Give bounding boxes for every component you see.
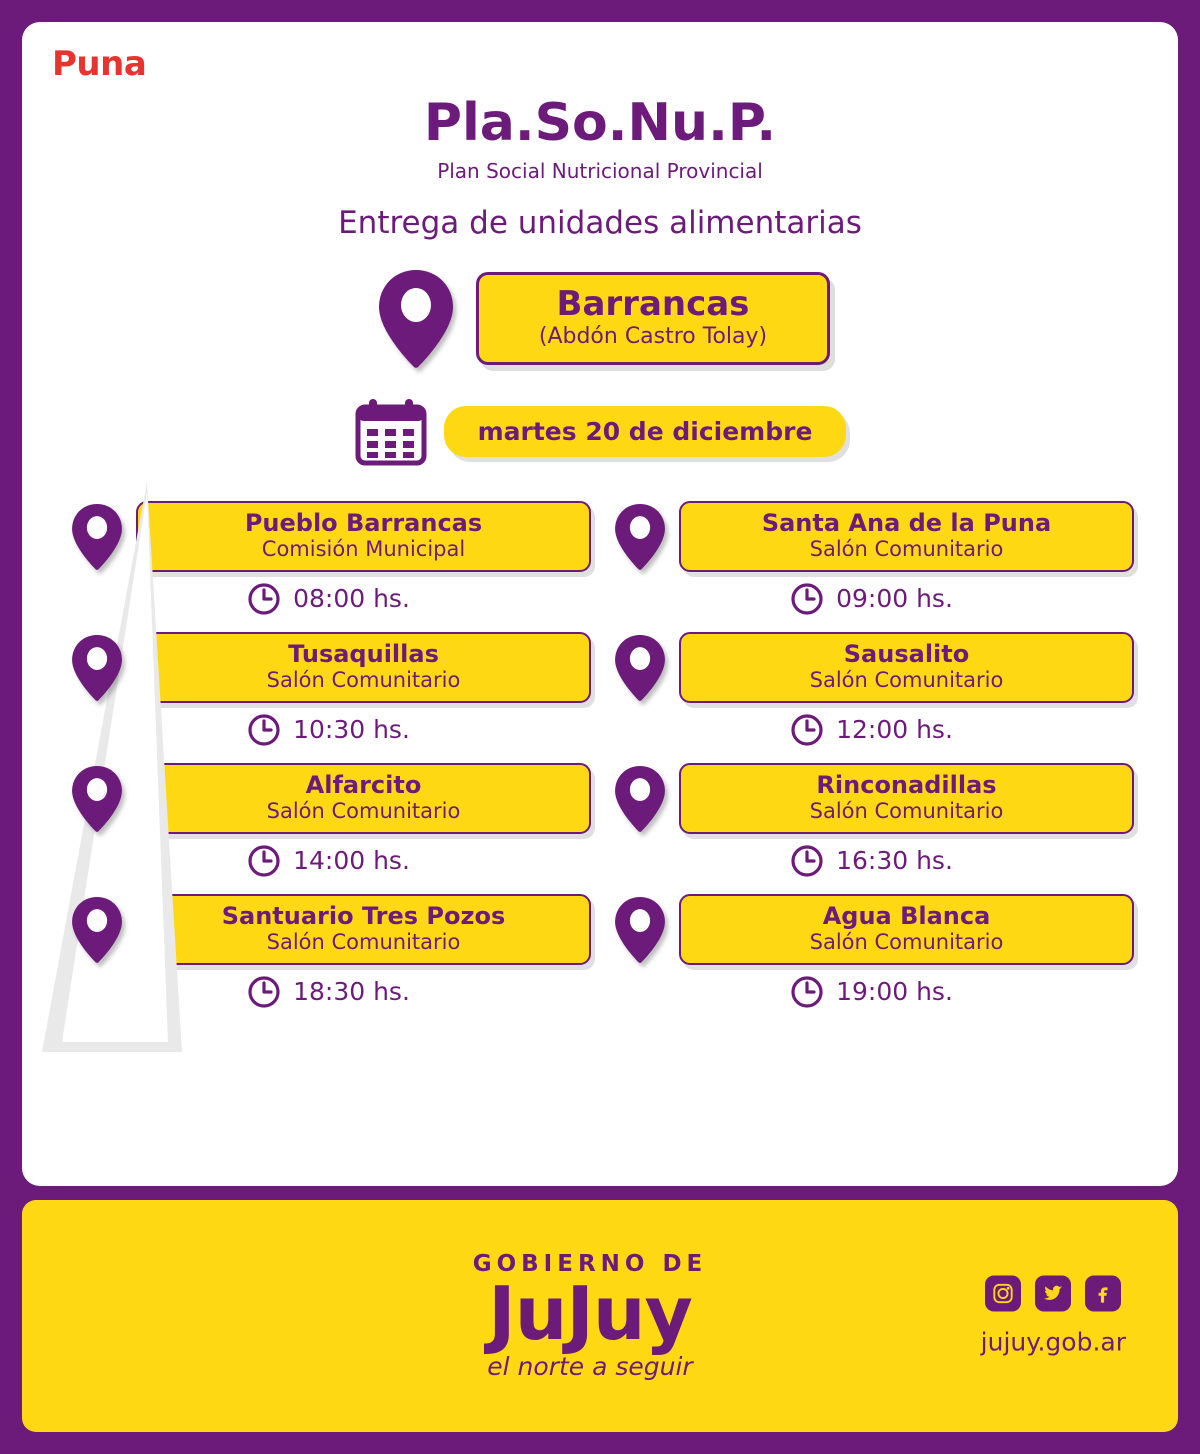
map-pin-icon	[609, 894, 671, 966]
map-pin-icon	[609, 501, 671, 573]
map-pin-icon	[609, 632, 671, 704]
stop-place: Salón Comunitario	[809, 667, 1004, 692]
stop-time: 14:00 hs.	[293, 846, 410, 876]
stops-grid	[56, 501, 1144, 1009]
stop-time-row	[609, 975, 1134, 1009]
stop-place: Salón Comunitario	[266, 929, 461, 954]
map-pin-icon	[66, 894, 128, 966]
stop-pill	[136, 763, 591, 834]
stop-time-row	[66, 975, 591, 1009]
stop-pill	[136, 632, 591, 703]
stop-place: Salón Comunitario	[809, 929, 1004, 954]
stop-item	[66, 632, 591, 747]
map-pin-icon	[66, 763, 128, 835]
stop-item	[609, 894, 1134, 1009]
stop-name: Agua Blanca	[822, 902, 991, 931]
stop-time: 16:30 hs.	[836, 846, 953, 876]
page-tagline: Entrega de unidades alimentarias	[338, 204, 862, 241]
gov-line-3: el norte a seguir	[487, 1351, 693, 1381]
stop-time-row	[66, 844, 591, 878]
map-pin-icon	[66, 501, 128, 573]
clock-icon	[247, 582, 281, 616]
location-row	[56, 267, 1144, 371]
website-url[interactable]: jujuy.gob.ar	[980, 1327, 1126, 1357]
clock-icon	[790, 844, 824, 878]
stop-item	[609, 763, 1134, 878]
stop-name: Sausalito	[843, 640, 970, 669]
instagram-icon[interactable]	[985, 1276, 1021, 1312]
stop-place: Salón Comunitario	[809, 536, 1004, 561]
page-subtitle: Plan Social Nutricional Provincial	[437, 158, 763, 183]
stop-pill	[679, 632, 1134, 703]
stop-item	[66, 501, 591, 616]
clock-icon	[790, 713, 824, 747]
stop-pill	[136, 894, 591, 965]
stop-place: Salón Comunitario	[809, 798, 1004, 823]
stop-name: Rinconadillas	[816, 771, 997, 800]
content-card	[22, 22, 1178, 1186]
stop-pill	[679, 501, 1134, 572]
social-block	[981, 1276, 1126, 1357]
stop-time: 19:00 hs.	[836, 977, 953, 1007]
map-pin-icon	[66, 632, 128, 704]
stop-place: Salón Comunitario	[266, 798, 461, 823]
stop-time: 08:00 hs.	[293, 584, 410, 614]
clock-icon	[247, 975, 281, 1009]
stop-time: 10:30 hs.	[293, 715, 410, 745]
clock-icon	[247, 844, 281, 878]
clock-icon	[790, 582, 824, 616]
region-label: Puna	[52, 44, 147, 84]
stop-place: Comisión Municipal	[261, 536, 466, 561]
twitter-icon[interactable]	[1035, 1276, 1071, 1312]
stop-time: 12:00 hs.	[836, 715, 953, 745]
stop-item	[66, 763, 591, 878]
stop-pill	[679, 894, 1134, 965]
stop-name: Tusaquillas	[288, 640, 439, 669]
stop-time-row	[66, 713, 591, 747]
location-detail: (Abdón Castro Tolay)	[538, 323, 768, 349]
date-pill: martes 20 de diciembre	[444, 406, 847, 457]
stop-time-row	[609, 582, 1134, 616]
stop-pill	[679, 763, 1134, 834]
location-name: Barrancas	[556, 283, 750, 324]
gov-line-1: GOBIERNO DE	[472, 1251, 708, 1278]
stop-place: Salón Comunitario	[266, 667, 461, 692]
footer	[22, 1200, 1178, 1432]
calendar-icon	[354, 397, 428, 467]
gov-line-2: JuJuy	[488, 1271, 692, 1358]
stop-time-row	[609, 844, 1134, 878]
stop-time-row	[609, 713, 1134, 747]
header	[56, 93, 1144, 241]
stop-time: 18:30 hs.	[293, 977, 410, 1007]
stop-name: Santa Ana de la Puna	[761, 509, 1052, 538]
location-pill	[476, 272, 830, 365]
clock-icon	[790, 975, 824, 1009]
stop-name: Pueblo Barrancas	[244, 509, 483, 538]
map-pin-icon	[370, 267, 462, 371]
stop-name: Santuario Tres Pozos	[221, 902, 506, 931]
stop-item	[609, 632, 1134, 747]
stop-pill	[136, 501, 591, 572]
government-logo	[473, 1251, 708, 1380]
stop-item	[66, 894, 591, 1009]
date-row	[56, 397, 1144, 467]
stop-name: Alfarcito	[305, 771, 422, 800]
map-pin-icon	[609, 763, 671, 835]
facebook-icon[interactable]	[1085, 1276, 1121, 1312]
stop-time-row	[66, 582, 591, 616]
clock-icon	[247, 713, 281, 747]
stop-item	[609, 501, 1134, 616]
stop-time: 09:00 hs.	[836, 584, 953, 614]
page-title: Pla.So.Nu.P.	[423, 93, 777, 153]
